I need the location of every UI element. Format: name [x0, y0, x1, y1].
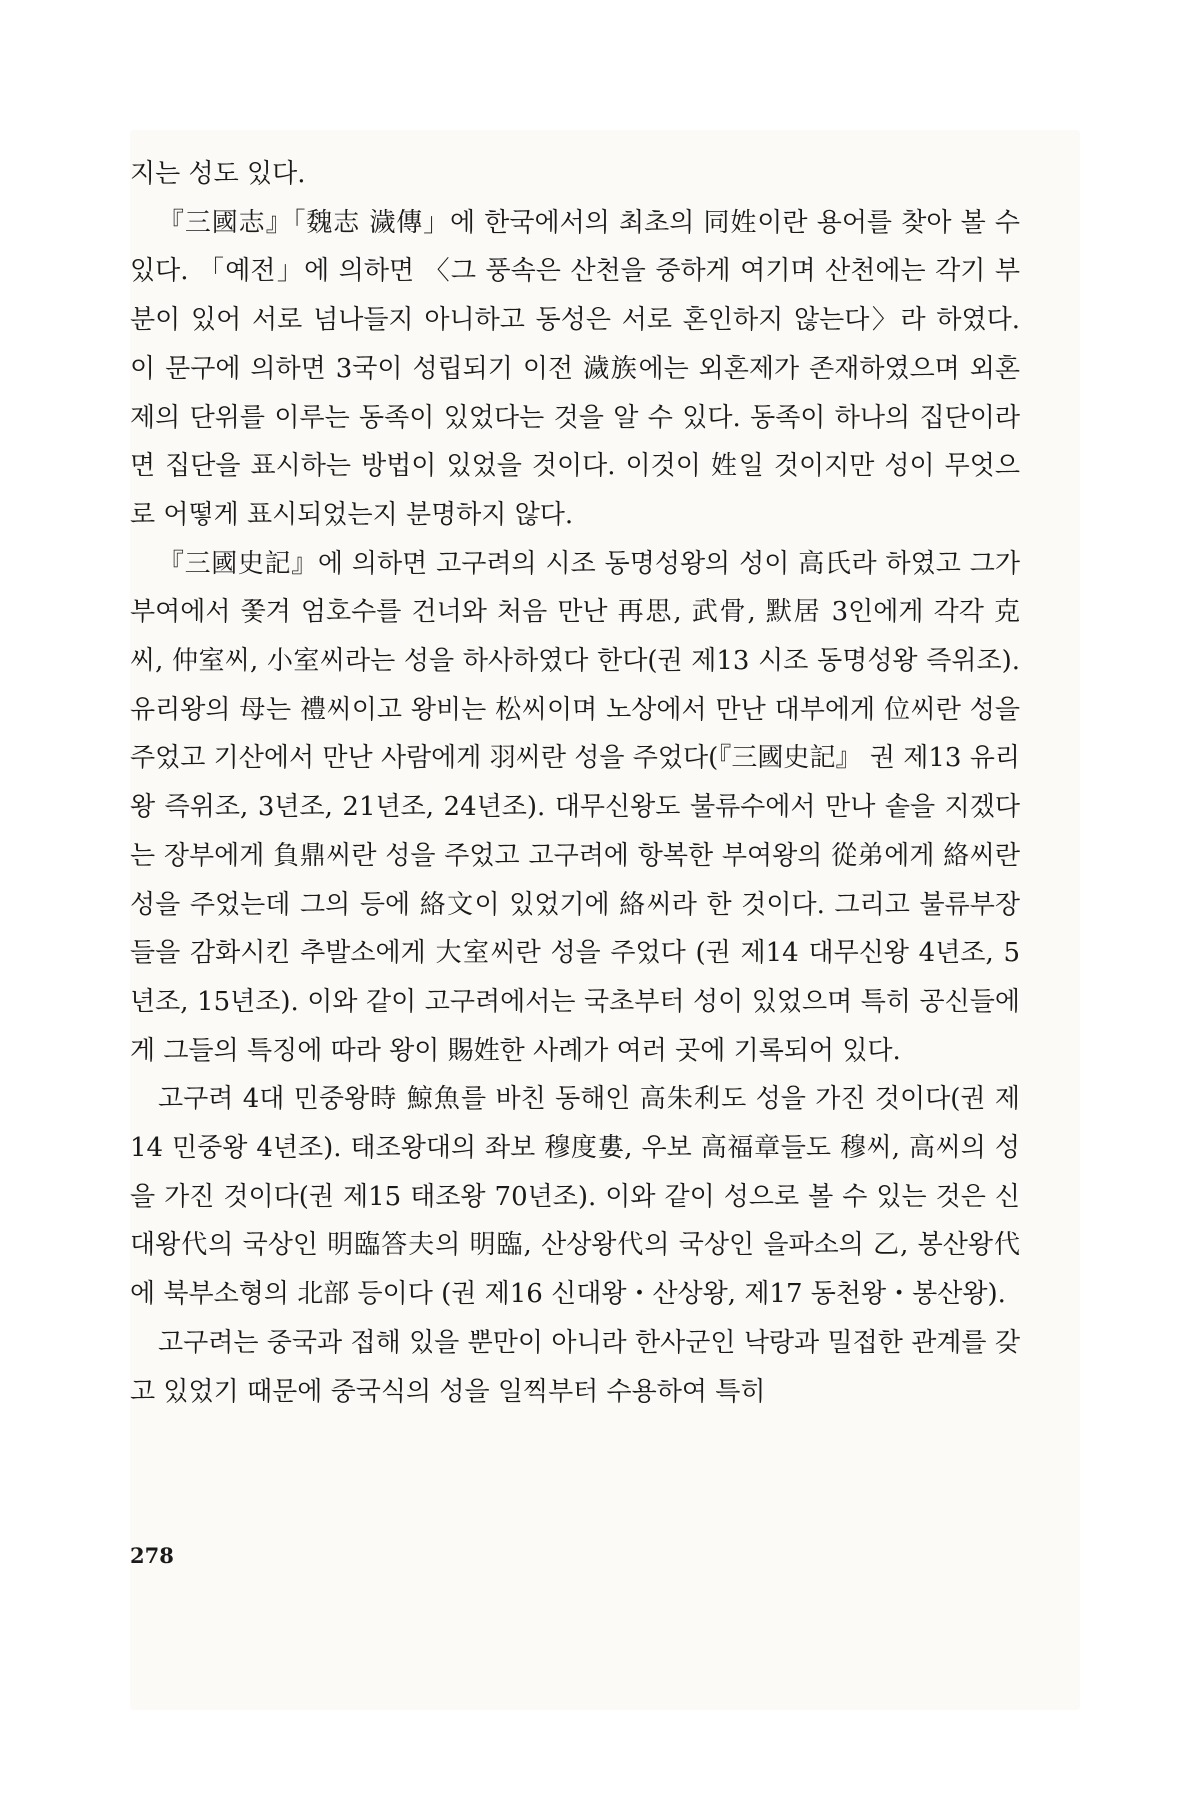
paragraph: 지는 성도 있다.: [130, 159, 306, 189]
body-text: [130, 150, 1020, 1416]
page-number: 278: [130, 1543, 174, 1568]
paragraph: 고구려 4대 민중왕時 鯨魚를 바친 동해인 高朱利도 성을 가진 것이다(권 제14 민중왕 4년조). 태조왕대의 좌보 穆度婁, 우보 高福章들도 穆씨, 高씨의 성을 가진 것이다(권 제15 태조왕 70년조). 이와 같이 성으로 볼 수 있는 것은 신대왕代의 국상인 明臨答夫의 明臨, 산상왕代의 국상인 을파소의 乙, 봉산왕代에 북부소형의 北部 등이다 (권 제16 신대왕・산상왕, 제17 동천왕・봉산왕).: [130, 1084, 1020, 1310]
paragraph: 『三國志』「魏志 濊傳」에 한국에서의 최초의 同姓이란 용어를 찾아 볼 수 있다. 「예전」에 의하면 〈그 풍속은 산천을 중하게 여기며 산천에는 각기 부분이 있어 서로 넘나들지 아니하고 동성은 서로 혼인하지 않는다〉라 하였다. 이 문구에 의하면 3국이 성립되기 이전 濊族에는 외혼제가 존재하였으며 외혼제의 단위를 이루는 동족이 있었다는 것을 알 수 있다. 동족이 하나의 집단이라면 집단을 표시하는 방법이 있었을 것이다. 이것이 姓일 것이지만 성이 무엇으로 어떻게 표시되었는지 분명하지 않다.: [130, 207, 1020, 530]
paragraph: 고구려는 중국과 접해 있을 뿐만이 아니라 한사군인 낙랑과 밀접한 관계를 갖고 있었기 때문에 중국식의 성을 일찍부터 수용하여 특히: [130, 1327, 1020, 1407]
book-page: [130, 130, 1080, 1710]
paragraph: 『三國史記』에 의하면 고구려의 시조 동명성왕의 성이 高氏라 하였고 그가 부여에서 쫓겨 엄호수를 건너와 처음 만난 再思, 武骨, 默居 3인에게 각각 克씨, 仲室씨, 小室씨라는 성을 하사하였다 한다(권 제13 시조 동명성왕 즉위조). 유리왕의 母는 禮씨이고 왕비는 松씨이며 노상에서 만난 대부에게 位씨란 성을 주었고 기산에서 만난 사람에게 羽씨란 성을 주었다(『三國史記』 권 제13 유리왕 즉위조, 3년조, 21년조, 24년조). 대무신왕도 불류수에서 만나 솥을 지겠다는 장부에게 負鼎씨란 성을 주었고 고구려에 항복한 부여왕의 從弟에게 絡씨란 성을 주었는데 그의 등에 絡文이 있었기에 絡씨라 한 것이다. 그리고 불류부장들을 감화시킨 추발소에게 大室씨란 성을 주었다 (권 제14 대무신왕 4년조, 5년조, 15년조). 이와 같이 고구려에서는 국초부터 성이 있었으며 특히 공신들에게 그들의 특징에 따라 왕이 賜姓한 사례가 여러 곳에 기록되어 있다.: [130, 548, 1020, 1066]
